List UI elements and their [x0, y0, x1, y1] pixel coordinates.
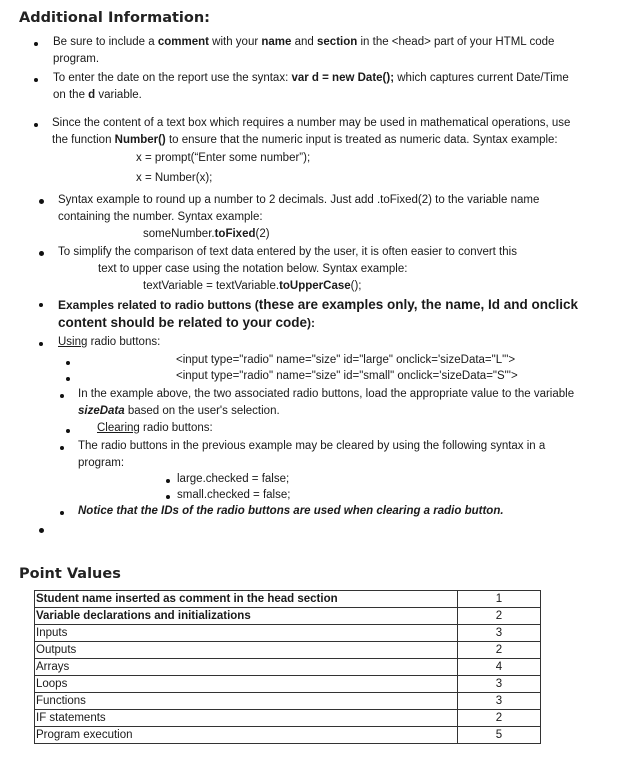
radio-explanation-line-1: In the example above, the two associated radio buttons, load the appropriate value to the variable	[78, 388, 575, 400]
criterion-points: 5	[458, 727, 541, 744]
bullet-5-line-2: text to upper case using the notation below. Syntax example:	[98, 263, 408, 275]
criterion-name: Inputs	[35, 625, 458, 642]
criterion-points: 3	[458, 625, 541, 642]
radio-large-code: <input type="radio" name="size" id="large" onclick='sizeData="L"'>	[176, 354, 516, 366]
bullet-6-line-1: Examples related to radio buttons (these are examples only, the name, Id and onclick	[58, 297, 579, 312]
criterion-name: Arrays	[35, 659, 458, 676]
criterion-points: 1	[458, 591, 541, 608]
touppercase-code: textVariable = textVariable.toUpperCase();	[143, 280, 362, 292]
criterion-name: Program execution	[35, 727, 458, 744]
bullet	[39, 303, 43, 307]
bullet	[39, 199, 44, 204]
radio-small-code: <input type="radio" name="size" id="small" onclick='sizeData="S"'>	[176, 370, 518, 382]
point-values-heading: Point Values	[19, 566, 121, 582]
additional-info-heading: Additional Information:	[19, 10, 210, 26]
criterion-name: Functions	[35, 693, 458, 710]
criterion-points: 3	[458, 693, 541, 710]
table-row	[35, 608, 541, 625]
criterion-name: Outputs	[35, 642, 458, 659]
bullet-3-line-1: Since the content of a text box which requires a number may be used in mathematical operations, use	[52, 117, 571, 129]
radio-explanation-line-2: sizeData based on the user's selection.	[78, 405, 280, 417]
bullet	[66, 377, 70, 381]
bullet	[34, 42, 38, 46]
bullet-4-line-1: Syntax example to round up a number to 2 decimals. Just add .toFixed(2) to the variable name	[58, 194, 540, 206]
criterion-name: Student name inserted as comment in the head section	[35, 591, 458, 608]
criterion-name: Variable declarations and initializations	[35, 608, 458, 625]
clearing-line-1: The radio buttons in the previous example may be cleared by using the following syntax in a	[78, 440, 546, 452]
criterion-points: 2	[458, 710, 541, 727]
bullet-4-line-2: containing the number. Syntax example:	[58, 211, 263, 223]
bullet-1-line-1: Be sure to include a comment with your name and section in the <head> part of your HTML code	[53, 36, 555, 48]
bullet	[66, 429, 70, 433]
criterion-name: Loops	[35, 676, 458, 693]
clearing-line-2: program:	[78, 457, 125, 469]
table-row	[35, 676, 541, 693]
bullet	[39, 251, 44, 256]
notice-text: Notice that the IDs of the radio buttons are used when clearing a radio button.	[78, 505, 504, 517]
small-unchecked-code: small.checked = false;	[177, 489, 291, 501]
table-row	[35, 625, 541, 642]
criterion-points: 4	[458, 659, 541, 676]
bullet-1-line-2: program.	[53, 53, 100, 65]
criterion-points: 2	[458, 608, 541, 625]
table-row	[35, 659, 541, 676]
tofixed-code: someNumber.toFixed(2)	[143, 228, 270, 240]
bullet	[166, 479, 170, 483]
criterion-points: 2	[458, 642, 541, 659]
bullet	[34, 123, 38, 127]
point-values-table	[34, 590, 541, 744]
table-row	[35, 710, 541, 727]
criterion-points: 3	[458, 676, 541, 693]
bullet	[60, 446, 64, 450]
bullet	[39, 342, 43, 346]
table-row	[35, 591, 541, 608]
large-unchecked-code: large.checked = false;	[177, 473, 290, 485]
table-row	[35, 727, 541, 744]
bullet	[60, 511, 64, 515]
table-row	[35, 642, 541, 659]
bullet-6-line-2: content should be related to your code):	[58, 315, 316, 330]
clearing-radio-buttons: Clearing radio buttons:	[97, 422, 213, 434]
bullet	[166, 495, 170, 499]
bullet-2-line-1: To enter the date on the report use the syntax: var d = new Date(); which captures current Date/Time	[53, 72, 569, 84]
bullet	[60, 394, 64, 398]
bullet-3-line-2: the function Number() to ensure that the numeric input is treated as numeric data. Syntax example:	[52, 134, 558, 146]
using-radio-buttons: Using radio buttons:	[58, 336, 161, 348]
criterion-name: IF statements	[35, 710, 458, 727]
number-convert-code: x = Number(x);	[136, 172, 213, 184]
number-prompt-code: x = prompt(“Enter some number”);	[136, 152, 311, 164]
bullet	[34, 78, 38, 82]
bullet	[39, 528, 44, 533]
bullet-2-line-2: on the d variable.	[53, 89, 142, 101]
bullet-5-line-1: To simplify the comparison of text data entered by the user, it is often easier to convert this	[58, 246, 517, 258]
bullet	[66, 361, 70, 365]
table-row	[35, 693, 541, 710]
